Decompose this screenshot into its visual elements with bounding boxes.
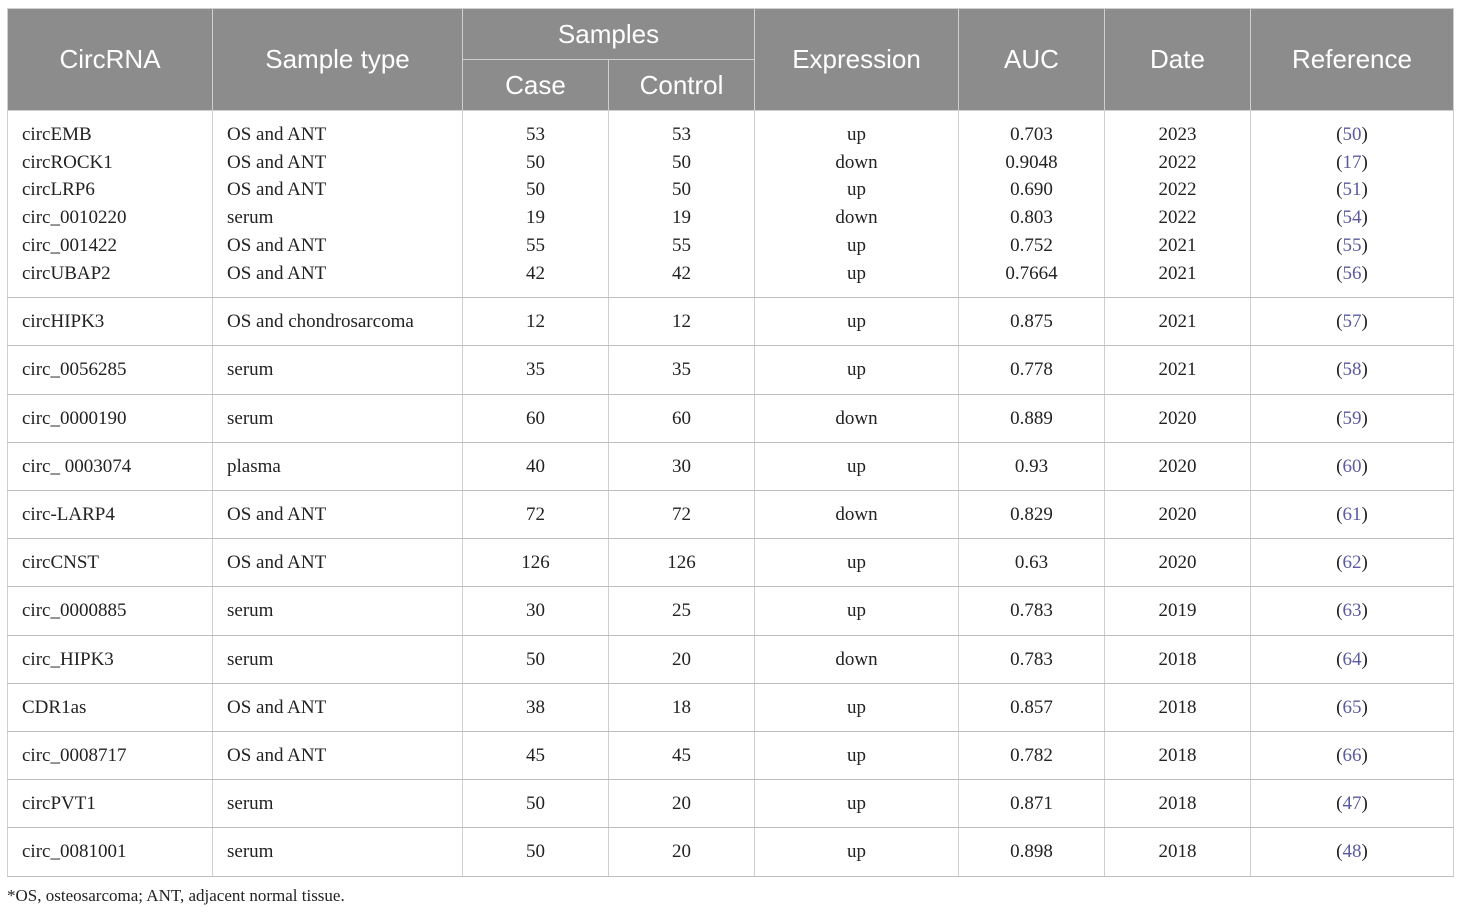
- cell-expression: up: [755, 111, 959, 149]
- cell-circrna: CDR1as: [8, 683, 213, 731]
- cell-expression: down: [755, 394, 959, 442]
- table-row: [8, 442, 1454, 490]
- cell-case: 38: [463, 683, 609, 731]
- cell-expression: up: [755, 587, 959, 635]
- cell-reference: (66): [1251, 732, 1454, 780]
- cell-circrna: circ_0081001: [8, 828, 213, 876]
- cell-circrna: circ-LARP4: [8, 491, 213, 539]
- cell-sample-type: serum: [213, 346, 463, 394]
- reference-link[interactable]: 66: [1342, 745, 1362, 767]
- cell-expression: up: [755, 260, 959, 298]
- cell-date: 2021: [1105, 346, 1251, 394]
- cell-circrna: circ_0000190: [8, 394, 213, 442]
- cell-date: 2018: [1105, 780, 1251, 828]
- cell-control: 72: [609, 491, 755, 539]
- reference-link[interactable]: 54: [1342, 207, 1362, 229]
- table-row: [8, 732, 1454, 780]
- cell-sample-type: serum: [213, 635, 463, 683]
- cell-date: 2021: [1105, 260, 1251, 298]
- cell-control: 20: [609, 635, 755, 683]
- cell-sample-type: serum: [213, 204, 463, 232]
- cell-expression: down: [755, 204, 959, 232]
- cell-auc: 0.752: [959, 232, 1105, 260]
- cell-expression: up: [755, 176, 959, 204]
- reference-link[interactable]: 58: [1342, 359, 1362, 381]
- cell-auc: 0.783: [959, 587, 1105, 635]
- cell-control: 42: [609, 260, 755, 298]
- cell-sample-type: OS and ANT: [213, 732, 463, 780]
- reference-link[interactable]: 51: [1342, 179, 1362, 201]
- cell-auc: 0.889: [959, 394, 1105, 442]
- cell-reference: (48): [1251, 828, 1454, 876]
- cell-control: 20: [609, 828, 755, 876]
- cell-sample-type: serum: [213, 587, 463, 635]
- table-row: [8, 111, 1454, 149]
- table-body: [8, 111, 1454, 877]
- cell-auc: 0.778: [959, 346, 1105, 394]
- cell-expression: up: [755, 442, 959, 490]
- header-auc: AUC: [959, 9, 1105, 111]
- cell-expression: up: [755, 232, 959, 260]
- cell-date: 2018: [1105, 732, 1251, 780]
- cell-auc: 0.857: [959, 683, 1105, 731]
- cell-sample-type: serum: [213, 780, 463, 828]
- cell-date: 2019: [1105, 587, 1251, 635]
- cell-circrna: circ_001422: [8, 232, 213, 260]
- cell-control: 19: [609, 204, 755, 232]
- cell-circrna: circHIPK3: [8, 298, 213, 346]
- cell-case: 42: [463, 260, 609, 298]
- cell-auc: 0.871: [959, 780, 1105, 828]
- cell-case: 40: [463, 442, 609, 490]
- cell-control: 126: [609, 539, 755, 587]
- cell-expression: down: [755, 149, 959, 177]
- cell-auc: 0.690: [959, 176, 1105, 204]
- cell-case: 55: [463, 232, 609, 260]
- cell-date: 2022: [1105, 149, 1251, 177]
- cell-control: 60: [609, 394, 755, 442]
- cell-auc: 0.875: [959, 298, 1105, 346]
- cell-sample-type: OS and ANT: [213, 111, 463, 149]
- cell-reference: (57): [1251, 298, 1454, 346]
- header-case: Case: [463, 60, 609, 111]
- cell-case: 53: [463, 111, 609, 149]
- cell-circrna: circ_0010220: [8, 204, 213, 232]
- cell-circrna: circ_HIPK3: [8, 635, 213, 683]
- header-date: Date: [1105, 9, 1251, 111]
- cell-circrna: circUBAP2: [8, 260, 213, 298]
- cell-sample-type: serum: [213, 394, 463, 442]
- cell-case: 50: [463, 635, 609, 683]
- cell-case: 45: [463, 732, 609, 780]
- cell-reference: (55): [1251, 232, 1454, 260]
- reference-link[interactable]: 50: [1342, 124, 1362, 145]
- cell-reference: (64): [1251, 635, 1454, 683]
- reference-link[interactable]: 61: [1342, 504, 1362, 526]
- cell-sample-type: plasma: [213, 442, 463, 490]
- reference-link[interactable]: 48: [1342, 841, 1362, 863]
- cell-circrna: circ_ 0003074: [8, 442, 213, 490]
- cell-auc: 0.783: [959, 635, 1105, 683]
- cell-auc: 0.782: [959, 732, 1105, 780]
- cell-circrna: circ_0056285: [8, 346, 213, 394]
- cell-case: 35: [463, 346, 609, 394]
- cell-auc: 0.63: [959, 539, 1105, 587]
- cell-control: 20: [609, 780, 755, 828]
- cell-case: 12: [463, 298, 609, 346]
- table-row: [8, 587, 1454, 635]
- cell-case: 50: [463, 176, 609, 204]
- cell-expression: up: [755, 539, 959, 587]
- reference-link[interactable]: 47: [1342, 793, 1362, 815]
- cell-reference: (59): [1251, 394, 1454, 442]
- cell-date: 2023: [1105, 111, 1251, 149]
- table-row: [8, 635, 1454, 683]
- cell-expression: up: [755, 780, 959, 828]
- cell-control: 35: [609, 346, 755, 394]
- cell-auc: 0.898: [959, 828, 1105, 876]
- cell-circrna: circROCK1: [8, 149, 213, 177]
- cell-date: 2020: [1105, 442, 1251, 490]
- reference-link[interactable]: 56: [1342, 262, 1362, 284]
- header-circrna: CircRNA: [8, 9, 213, 111]
- table-row: [8, 176, 1454, 204]
- header-reference: Reference: [1251, 9, 1454, 111]
- cell-date: 2020: [1105, 539, 1251, 587]
- cell-sample-type: OS and ANT: [213, 683, 463, 731]
- cell-auc: 0.9048: [959, 149, 1105, 177]
- cell-date: 2018: [1105, 828, 1251, 876]
- cell-control: 18: [609, 683, 755, 731]
- cell-reference: (62): [1251, 539, 1454, 587]
- table-row: [8, 491, 1454, 539]
- cell-case: 19: [463, 204, 609, 232]
- cell-circrna: circLRP6: [8, 176, 213, 204]
- cell-reference: (17): [1251, 149, 1454, 177]
- cell-auc: 0.829: [959, 491, 1105, 539]
- circrna-table-container: [7, 8, 1453, 877]
- cell-reference: (56): [1251, 260, 1454, 298]
- cell-control: 53: [609, 111, 755, 149]
- cell-expression: up: [755, 828, 959, 876]
- cell-date: 2020: [1105, 491, 1251, 539]
- cell-expression: down: [755, 635, 959, 683]
- reference-link[interactable]: 17: [1342, 151, 1362, 173]
- reference-link[interactable]: 65: [1342, 696, 1362, 718]
- header-samples: Samples: [463, 9, 755, 60]
- cell-control: 55: [609, 232, 755, 260]
- table-row: [8, 346, 1454, 394]
- reference-link[interactable]: 55: [1342, 234, 1362, 256]
- cell-auc: 0.803: [959, 204, 1105, 232]
- cell-reference: (47): [1251, 780, 1454, 828]
- cell-case: 60: [463, 394, 609, 442]
- cell-reference: (61): [1251, 491, 1454, 539]
- cell-sample-type: OS and ANT: [213, 539, 463, 587]
- cell-sample-type: OS and ANT: [213, 232, 463, 260]
- cell-case: 50: [463, 780, 609, 828]
- table-row: [8, 149, 1454, 177]
- cell-expression: up: [755, 683, 959, 731]
- cell-control: 50: [609, 149, 755, 177]
- circrna-table: [7, 8, 1454, 877]
- cell-date: 2022: [1105, 204, 1251, 232]
- cell-circrna: circCNST: [8, 539, 213, 587]
- table-row: [8, 260, 1454, 298]
- cell-expression: up: [755, 732, 959, 780]
- cell-control: 30: [609, 442, 755, 490]
- cell-case: 50: [463, 149, 609, 177]
- reference-link[interactable]: 62: [1342, 552, 1362, 574]
- cell-sample-type: OS and chondrosarcoma: [213, 298, 463, 346]
- cell-sample-type: OS and ANT: [213, 260, 463, 298]
- table-footnote: *OS, osteosarcoma; ANT, adjacent normal tissue.: [7, 886, 345, 905]
- header-sample-type: Sample type: [213, 9, 463, 111]
- cell-circrna: circPVT1: [8, 780, 213, 828]
- cell-expression: up: [755, 346, 959, 394]
- cell-date: 2021: [1105, 232, 1251, 260]
- table-row: [8, 394, 1454, 442]
- cell-sample-type: OS and ANT: [213, 491, 463, 539]
- cell-case: 50: [463, 828, 609, 876]
- header-expression: Expression: [755, 9, 959, 111]
- cell-reference: (51): [1251, 176, 1454, 204]
- table-row: [8, 232, 1454, 260]
- reference-link[interactable]: 60: [1342, 455, 1362, 477]
- cell-sample-type: OS and ANT: [213, 149, 463, 177]
- cell-reference: (65): [1251, 683, 1454, 731]
- cell-date: 2018: [1105, 683, 1251, 731]
- cell-date: 2021: [1105, 298, 1251, 346]
- header-control: Control: [609, 60, 755, 111]
- cell-auc: 0.703: [959, 111, 1105, 149]
- cell-case: 30: [463, 587, 609, 635]
- cell-control: 45: [609, 732, 755, 780]
- table-row: [8, 683, 1454, 731]
- cell-circrna: circ_0000885: [8, 587, 213, 635]
- cell-expression: down: [755, 491, 959, 539]
- cell-date: 2018: [1105, 635, 1251, 683]
- cell-reference: (58): [1251, 346, 1454, 394]
- cell-reference: (60): [1251, 442, 1454, 490]
- cell-reference: (50): [1251, 111, 1454, 149]
- cell-case: 72: [463, 491, 609, 539]
- cell-date: 2022: [1105, 176, 1251, 204]
- cell-control: 12: [609, 298, 755, 346]
- reference-link[interactable]: 59: [1342, 407, 1362, 429]
- cell-auc: 0.93: [959, 442, 1105, 490]
- reference-link[interactable]: 63: [1342, 600, 1362, 622]
- cell-circrna: circEMB: [8, 111, 213, 149]
- cell-sample-type: serum: [213, 828, 463, 876]
- cell-case: 126: [463, 539, 609, 587]
- cell-expression: up: [755, 298, 959, 346]
- cell-control: 25: [609, 587, 755, 635]
- cell-circrna: circ_0008717: [8, 732, 213, 780]
- cell-auc: 0.7664: [959, 260, 1105, 298]
- cell-sample-type: OS and ANT: [213, 176, 463, 204]
- reference-link[interactable]: 64: [1342, 648, 1362, 670]
- table-row: [8, 204, 1454, 232]
- cell-reference: (54): [1251, 204, 1454, 232]
- cell-reference: (63): [1251, 587, 1454, 635]
- cell-date: 2020: [1105, 394, 1251, 442]
- table-header: [8, 9, 1454, 111]
- table-row: [8, 780, 1454, 828]
- table-row: [8, 539, 1454, 587]
- reference-link[interactable]: 57: [1342, 311, 1362, 333]
- table-row: [8, 298, 1454, 346]
- table-row: [8, 828, 1454, 876]
- cell-control: 50: [609, 176, 755, 204]
